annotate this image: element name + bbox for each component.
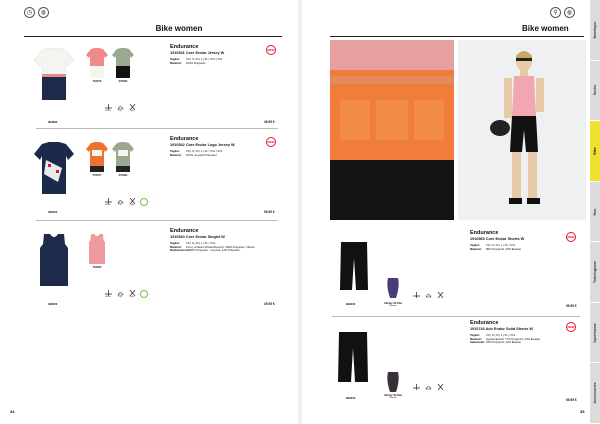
spec-row: Tagliar: XS | S | M | L | XL | XXL	[470, 243, 516, 247]
color-swatch-2[interactable]	[112, 142, 134, 172]
section-divider	[36, 220, 278, 221]
chamois-pad-image	[386, 278, 400, 298]
new-badge: NEW	[566, 232, 576, 242]
spec-row: Material: 100% recycled Polyester	[170, 152, 217, 157]
product-subtitle: 1910542 Core Endur Logo Jersey W	[170, 143, 235, 147]
tab-trainingwear[interactable]: Trainingwear	[590, 242, 600, 303]
globe-icon: ◍	[564, 7, 575, 18]
right-page	[302, 0, 590, 424]
swatch-code-1: 572677	[92, 174, 102, 177]
spec-row: Material: 80% Polyamid, 20% Elastan	[470, 246, 522, 251]
dry-icon: Dry	[116, 290, 124, 298]
warm-icon: Warm	[104, 104, 112, 112]
jersey-back-photo	[330, 40, 454, 220]
swatch-code-2: 675994	[118, 174, 128, 177]
section-divider	[332, 316, 580, 317]
spec-row: Tagliar: XS | S | M | L | XL | XXL	[170, 241, 216, 245]
tab-run[interactable]: Run	[590, 182, 600, 243]
title-rule	[330, 36, 584, 37]
light-icon: Light	[128, 104, 136, 112]
dry-icon	[424, 292, 432, 298]
jersey-main-image	[34, 48, 74, 100]
dry-icon: Dry	[116, 198, 124, 206]
shorts-main-image	[340, 242, 368, 292]
feature-icons	[412, 384, 444, 390]
warm-icon: Warm	[104, 290, 112, 298]
right-top-icons	[550, 7, 575, 18]
light-icon: Light	[128, 290, 136, 298]
product-section-r2	[330, 318, 590, 410]
dry-icon: Dry	[116, 104, 124, 112]
tab-socks[interactable]: Socks	[590, 61, 600, 122]
spec-row: Tagliar: XS | S | M | L | XL | XXL	[470, 333, 516, 337]
bike-icon: ⚲	[550, 7, 561, 18]
product-subtitle: 1910543 Core Endur Singlet W	[170, 235, 225, 239]
section-divider	[36, 128, 278, 129]
swatch-code-1: 764000	[92, 266, 102, 269]
warm-icon: Warm	[104, 198, 112, 206]
product-info	[470, 320, 582, 345]
spec-row: Tagliar: XS | S | M | L | XL | XXL | 3XL	[170, 149, 223, 153]
product-code: 994882	[48, 120, 58, 124]
product-section-1	[0, 36, 298, 128]
page-number: 34	[10, 409, 15, 414]
color-swatch-1[interactable]	[88, 234, 106, 264]
light-icon	[436, 384, 444, 390]
spec-row: Rückenbereich: 87% Polyester - recycelt, 13% Polyester	[170, 248, 240, 253]
product-price: 59.95 €	[566, 304, 577, 308]
tab-sportswear[interactable]: Sportswear	[590, 303, 600, 364]
warm-icon	[412, 292, 420, 298]
product-info	[170, 136, 265, 157]
product-name: Endurance	[170, 228, 199, 234]
product-name: Endurance	[470, 230, 499, 236]
product-price: 59.95 €	[264, 210, 275, 214]
clock-icon: ◷	[24, 7, 35, 18]
product-code: 396000	[48, 302, 58, 306]
eco-icon	[140, 290, 148, 298]
spec-row: Seitenteile: 78% Polyamid, 22% Elastan	[470, 340, 522, 345]
jersey-main-image	[34, 142, 74, 194]
feature-icons	[104, 198, 148, 206]
warm-icon	[412, 384, 420, 390]
color-swatch-2[interactable]	[112, 48, 134, 78]
page-number: 35	[580, 409, 585, 414]
swatch-code-1: 764679	[92, 80, 102, 83]
eco-icon	[140, 198, 148, 206]
product-code: 999000	[346, 396, 356, 400]
product-code: 999000	[346, 302, 356, 306]
product-price: 69.95 €	[566, 398, 577, 402]
feature-icons	[412, 292, 444, 298]
new-badge: NEW	[266, 137, 276, 147]
singlet-main-image	[38, 234, 70, 286]
new-badge: NEW	[266, 45, 276, 55]
product-section-3	[0, 222, 298, 312]
product-info	[170, 44, 265, 65]
feature-icons	[104, 104, 136, 112]
product-price: 39.95 €	[264, 302, 275, 306]
pad-label: Infinity 3d Pad Women	[384, 394, 402, 399]
product-subtitle: 1910565 Core Endur Shorts W	[470, 237, 525, 241]
shorts-main-image	[338, 332, 368, 384]
dry-icon	[424, 384, 432, 390]
tab-baselayer[interactable]: Baselayer	[590, 0, 600, 61]
spec-row: Tagliar: XS | S | M | L | XL | XXL | 3XL	[170, 57, 223, 61]
light-icon	[436, 292, 444, 298]
product-code: 396000	[48, 210, 58, 214]
product-price: 49.95 €	[264, 120, 275, 124]
chamois-pad-image	[386, 372, 400, 392]
model-photo	[458, 40, 586, 220]
product-section-2	[0, 130, 298, 220]
product-name: Endurance	[470, 320, 499, 326]
globe-icon: ◍	[38, 7, 49, 18]
product-name: Endurance	[170, 136, 199, 142]
product-subtitle: 1910541 Core Endur Jersey W	[170, 51, 225, 55]
product-subtitle: 1910744 Adv Endur Solid Shorts W	[470, 327, 533, 331]
spec-row: Material: Hauptmaterial: 77% Polyamid, 23% Elastan,	[470, 336, 541, 341]
left-top-icons	[24, 7, 49, 18]
category-side-tabs	[590, 0, 600, 424]
product-name: Endurance	[170, 44, 199, 50]
page-title: Bike women	[522, 24, 569, 33]
page-title: Bike women	[155, 24, 203, 33]
color-swatch-1[interactable]	[86, 142, 108, 172]
tab-accessories[interactable]: Accessories	[590, 363, 600, 424]
tab-bike[interactable]: Bike	[590, 121, 600, 182]
feature-icons	[104, 290, 148, 298]
spec-row: Material: Front, schwarz Rückenbereich: 100% Polyester, Oberer	[170, 244, 256, 249]
light-icon: Light	[128, 198, 136, 206]
product-section-r1	[330, 228, 590, 316]
color-swatch-1[interactable]	[86, 48, 108, 78]
pad-label: Infinity 3d Pad Women	[384, 302, 402, 307]
spec-row: Material: 100% Polyester	[170, 60, 206, 65]
product-info	[470, 230, 580, 251]
product-info	[170, 228, 270, 253]
swatch-code-2: 675993	[118, 80, 128, 83]
left-page	[0, 0, 298, 424]
new-badge: NEW	[566, 322, 576, 332]
